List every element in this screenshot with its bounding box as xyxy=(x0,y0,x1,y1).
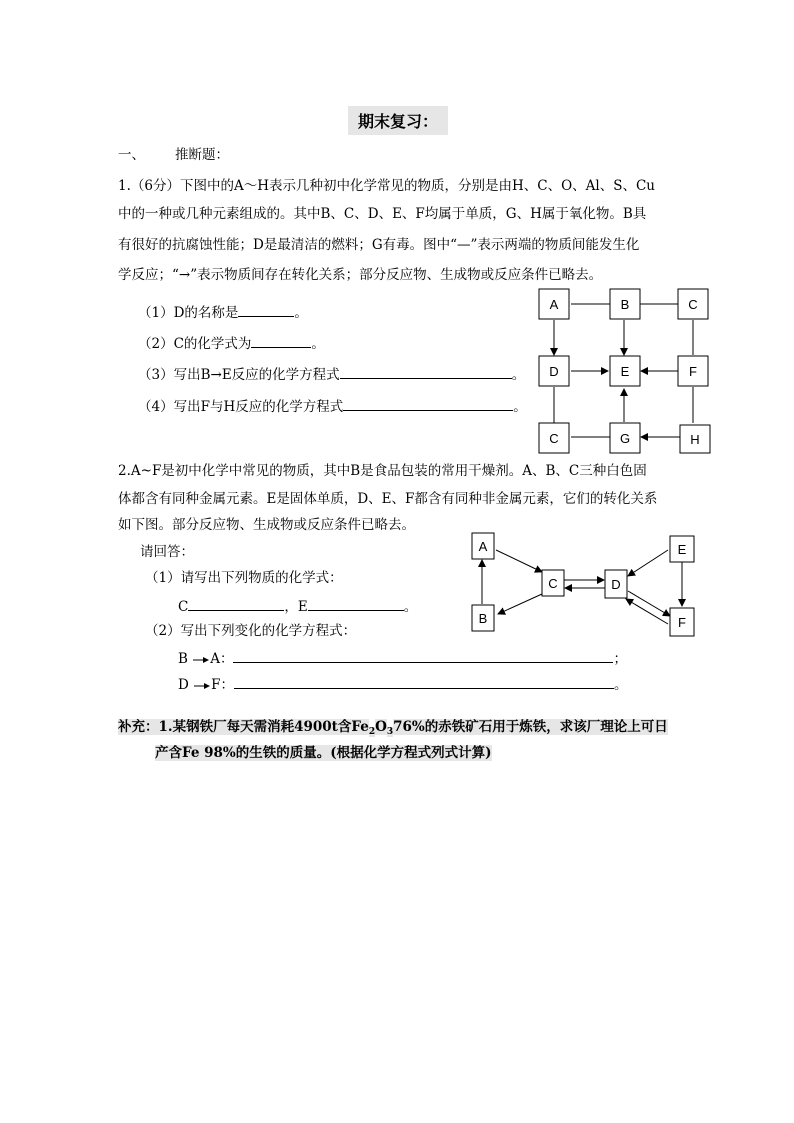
svg-text:D: D xyxy=(549,364,559,379)
q1-sub-1 xyxy=(138,302,308,322)
q2-sub-1-end: 。 xyxy=(403,599,418,615)
q1-sub-4 xyxy=(138,396,527,416)
svg-text:G: G xyxy=(619,431,631,446)
q2-b-to-a-from: B xyxy=(178,651,188,667)
q1-sub-2-text: （2）C的化学式为 xyxy=(138,336,252,352)
supplement-o: O xyxy=(375,719,387,735)
q2-d-to-f xyxy=(178,674,628,694)
q2-node-b xyxy=(472,605,494,631)
section-label: 推断题： xyxy=(175,147,229,163)
svg-text:B: B xyxy=(620,297,630,312)
svg-text:C: C xyxy=(549,431,559,446)
svg-text:A: A xyxy=(549,297,559,312)
q2-d-to-f-end: 。 xyxy=(614,677,628,693)
q2-sub-2: （2）写出下列变化的化学方程式： xyxy=(145,623,357,639)
q1-sub-4-text: （4）写出F与H反应的化学方程式 xyxy=(138,399,344,415)
supplement-line-2-text: 产含Fe 98%的生铁的质量。(根据化学方程式列式计算) xyxy=(155,745,492,761)
q1-answer-2-blank[interactable] xyxy=(251,333,311,348)
section-number: 一、 xyxy=(118,147,145,163)
q2-arrow-a-c xyxy=(496,550,542,572)
q2-node-d xyxy=(605,570,627,598)
q1-sub-2-end: 。 xyxy=(311,336,325,352)
q1-sub-3-end: 。 xyxy=(511,367,526,383)
q2-d-to-f-to: F： xyxy=(211,677,234,693)
svg-text:A: A xyxy=(478,539,488,554)
q2-sub-1: （1）请写出下列物质的化学式： xyxy=(145,570,343,586)
right-arrow-icon xyxy=(193,681,211,691)
q2-diagram xyxy=(466,528,706,643)
q2-arrow-c-b xyxy=(498,594,542,614)
q2-d-to-f-blank[interactable] xyxy=(234,674,614,689)
q1-answer-3-blank[interactable] xyxy=(340,364,512,379)
q1-sub-3-text: （3）写出B→E反应的化学方程式 xyxy=(138,367,340,383)
q2-node-e xyxy=(670,536,694,562)
q2-line-2: 体都含有同种金属元素。E是固体单质，D、E、F都含有同种非金属元素，它们的转化关系 xyxy=(118,491,658,507)
svg-text:C: C xyxy=(548,576,558,591)
q1-node-h xyxy=(680,425,710,453)
q1-sub-4-end: 。 xyxy=(513,399,527,415)
q1-node-d xyxy=(539,356,569,386)
q1-sub-3 xyxy=(138,364,525,384)
q2-line-1: 2.A~F是初中化学中常见的物质，其中B是食品包装的常用干燥剂。A、B、C三种白色固 xyxy=(118,463,647,479)
q2-node-c xyxy=(542,570,564,596)
q2-ask: 请回答： xyxy=(140,544,194,560)
q1-sub-1-end: 。 xyxy=(294,305,308,321)
supplement-sub-2: 2 xyxy=(368,727,376,737)
q1-sub-1-text: （1）D的名称是 xyxy=(138,305,239,321)
q1-answer-1-blank[interactable] xyxy=(238,302,294,317)
q1-line-1: 1.（6分）下图中的A～H表示几种初中化学常见的物质，分别是由H、C、O、Al、S、Cu xyxy=(118,178,655,194)
svg-text:E: E xyxy=(677,542,687,557)
svg-text:D: D xyxy=(611,577,621,592)
q1-answer-4-blank[interactable] xyxy=(343,396,513,411)
svg-text:H: H xyxy=(690,432,700,447)
q2-line-3: 如下图。部分反应物、生成物或反应条件已略去。 xyxy=(118,517,415,533)
svg-text:F: F xyxy=(689,364,697,379)
q2-b-to-a-end: ； xyxy=(613,651,627,667)
q1-sub-2 xyxy=(138,333,325,353)
svg-text:B: B xyxy=(478,611,488,626)
q2-b-to-a-to: A： xyxy=(210,651,234,667)
q1-node-g xyxy=(610,423,640,453)
svg-text:C: C xyxy=(688,297,698,312)
q1-node-e xyxy=(610,356,640,386)
q2-e-answer-blank[interactable] xyxy=(308,596,404,611)
q1-diagram xyxy=(530,285,720,455)
q2-d-to-f-from: D xyxy=(178,677,189,693)
svg-text:E: E xyxy=(620,364,630,379)
q1-line-3: 有很好的抗腐蚀性能；D是最清洁的燃料；G有毒。图中“—”表示两端的物质间能发生化 xyxy=(118,237,640,253)
q2-arrow-e-d xyxy=(628,550,668,576)
supplement-rest: 76%的赤铁矿石用于炼铁，求该厂理论上可日 xyxy=(393,719,668,735)
q2-node-a xyxy=(472,533,494,559)
q1-line-4: 学反应；“→”表示物质间存在转化关系；部分反应物、生成物或反应条件已略去。 xyxy=(118,267,603,283)
right-arrow-icon xyxy=(192,655,210,665)
q1-node-f xyxy=(678,356,708,386)
q2-c-answer-blank[interactable] xyxy=(188,596,284,611)
q2-b-to-a xyxy=(178,648,627,668)
q2-b-to-a-blank[interactable] xyxy=(233,648,613,663)
q2-c-label: C xyxy=(178,599,189,615)
supplement-sub-3: 3 xyxy=(386,727,394,737)
supplement-line-1 xyxy=(118,718,668,741)
q2-e-label: ，E xyxy=(284,599,308,615)
page-title: 期末复习： xyxy=(348,106,448,135)
q1-node-b xyxy=(610,289,640,319)
q1-node-c-top xyxy=(678,289,708,319)
q2-sub-1-answers xyxy=(178,596,417,616)
supplement-prefix: 补充：1.某钢铁厂每天需消耗4900t含Fe xyxy=(118,719,369,735)
q1-node-c-bottom xyxy=(539,423,569,453)
q1-line-2: 中的一种或几种元素组成的。其中B、C、D、E、F均属于单质，G、H属于氧化物。B具 xyxy=(118,206,647,222)
q1-node-a xyxy=(539,289,569,319)
q2-node-f xyxy=(670,608,694,636)
svg-text:F: F xyxy=(678,615,686,630)
supplement-line-2 xyxy=(155,744,492,762)
